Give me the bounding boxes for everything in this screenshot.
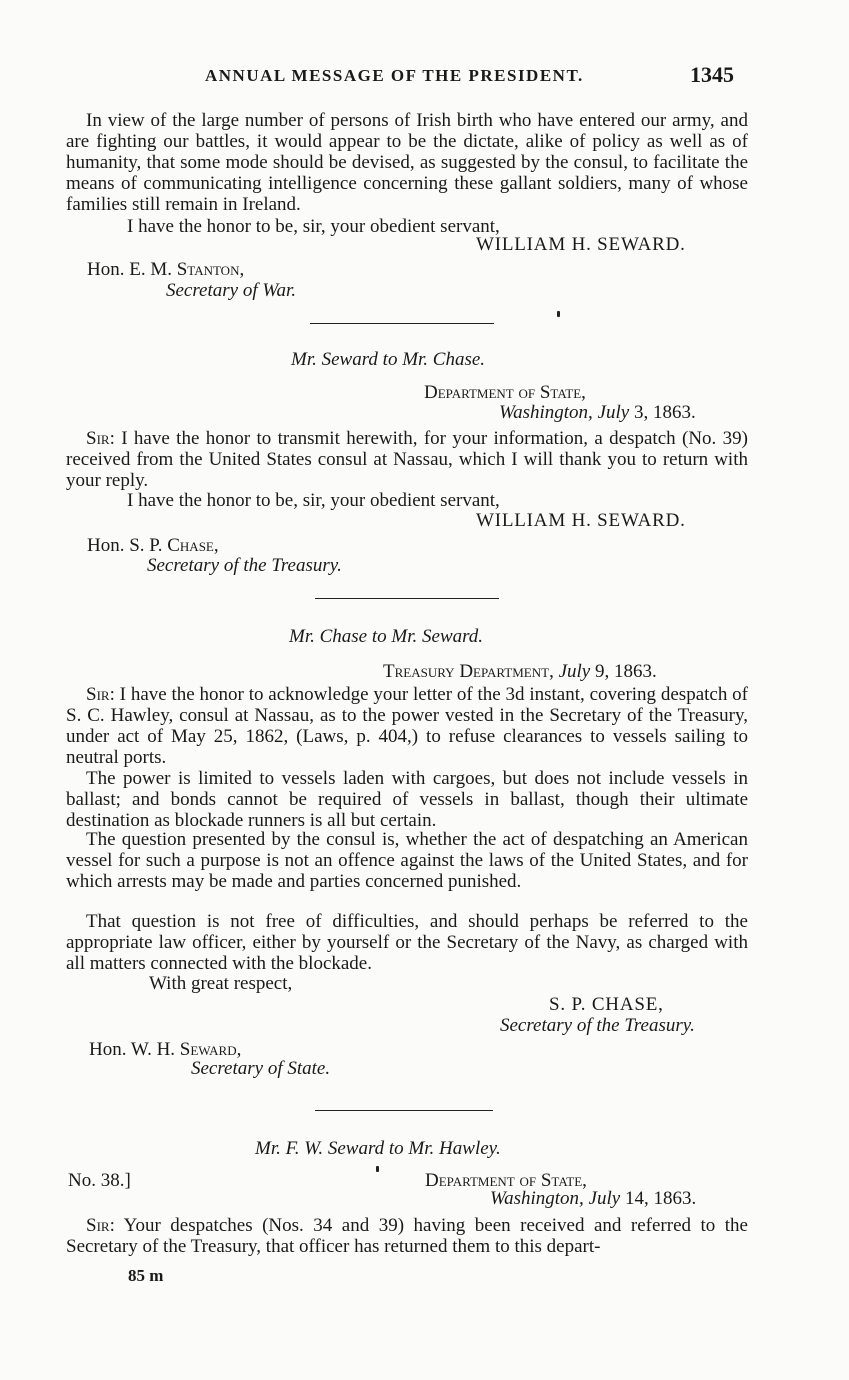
letter3-p1 bbox=[66, 684, 748, 768]
letter2-addressee-title: Secretary of the Treasury. bbox=[147, 555, 342, 576]
section-divider bbox=[310, 323, 494, 324]
letter4-text: Your despatches (Nos. 34 and 39) having been received and referred to the Secretary of the Treasury, that officer has returned them to this depart- bbox=[66, 1215, 748, 1257]
letter3-dept-date bbox=[383, 661, 657, 683]
letter2-signature: WILLIAM H. SEWARD. bbox=[476, 510, 686, 531]
page-number: 1345 bbox=[690, 62, 734, 87]
place-date-day: 3, 1863. bbox=[629, 402, 696, 423]
letter1-body: In view of the large number of persons of Irish birth who have entered our army, and are fighting our battles, it would appear to be the dictate, alike of policy as well as of humanity, that some mode should be devised, as suggested by the consul, to facilitate the means of communicating intelligence concerning these gallant soldiers, many of whose families still remain in Ireland. bbox=[66, 110, 748, 215]
letter3-heading: Mr. Chase to Mr. Seward. bbox=[289, 626, 484, 647]
salutation: Sir: bbox=[86, 684, 115, 705]
letter2-dept: Department of State, bbox=[424, 382, 586, 403]
running-title: ANNUAL MESSAGE OF THE PRESIDENT. bbox=[205, 66, 584, 85]
letter1-closing: I have the honor to be, sir, your obedient servant, bbox=[127, 216, 500, 237]
dept-name: Treasury Department, bbox=[383, 661, 554, 682]
letter4-heading: Mr. F. W. Seward to Mr. Hawley. bbox=[255, 1138, 501, 1159]
ink-speck bbox=[557, 311, 560, 317]
ink-speck bbox=[376, 1166, 379, 1172]
addressee-prefix: Hon. W. H. bbox=[89, 1039, 180, 1060]
letter2-place-date bbox=[499, 402, 696, 424]
letter2-addressee bbox=[87, 535, 219, 557]
place-date-prefix: Washington, July bbox=[499, 402, 630, 423]
letter1-addressee bbox=[87, 259, 244, 281]
addressee-name: Seward, bbox=[179, 1039, 242, 1060]
letter3-closing: With great respect, bbox=[149, 973, 293, 994]
letter3-signature: S. P. CHASE, bbox=[549, 994, 664, 1015]
letter3-p2: The power is limited to vessels laden with cargoes, but does not include vessels in ballast; and bonds cannot be required of vessels in ballast, though their ultimate destination as blockade runners is all but certain. bbox=[66, 768, 748, 831]
letter3-p4: That question is not free of difficulties, and should perhaps be referred to the appropriate law officer, either by yourself or the Secretary of the Navy, as charged with all matters connected with the blockade. bbox=[66, 911, 748, 974]
letter3-addressee-title: Secretary of State. bbox=[191, 1058, 331, 1079]
letter4-place-date bbox=[490, 1188, 696, 1210]
salutation: Sir: bbox=[86, 1215, 115, 1236]
section-divider bbox=[315, 598, 499, 599]
section-divider bbox=[315, 1110, 493, 1111]
addressee-prefix: Hon. E. M. bbox=[87, 259, 177, 280]
place-date-day: 14, 1863. bbox=[620, 1188, 697, 1209]
letter1-signature: WILLIAM H. SEWARD. bbox=[476, 234, 686, 255]
addressee-prefix: Hon. S. P. bbox=[87, 535, 168, 556]
letter4-number: No. 38.] bbox=[68, 1170, 131, 1191]
letter4-dept: Department of State, bbox=[425, 1170, 587, 1191]
date-month: July bbox=[553, 661, 591, 682]
letter4-body bbox=[66, 1215, 748, 1257]
letter3-signature-title: Secretary of the Treasury. bbox=[500, 1015, 695, 1036]
letter3-p1-text: I have the honor to acknowledge your letter of the 3d instant, covering despatch of S. C. Hawley, consul at Nassau, as to the power vested in the Secretary of the Treasury, under act of May 25, 1862, (Laws, p. 404,) to refuse clearances to vessels sailing to neutral ports. bbox=[66, 684, 748, 768]
letter1-addressee-title: Secretary of War. bbox=[166, 280, 296, 301]
date-day: 9, 1863. bbox=[590, 661, 657, 682]
salutation: Sir: bbox=[86, 428, 115, 449]
letter2-heading: Mr. Seward to Mr. Chase. bbox=[291, 349, 486, 370]
place-date-prefix: Washington, July bbox=[490, 1188, 621, 1209]
letter2-closing: I have the honor to be, sir, your obedient servant, bbox=[127, 490, 500, 511]
letter2-text: I have the honor to transmit herewith, for your information, a despatch (No. 39) received from the United States consul at Nassau, which I will thank you to return with your reply. bbox=[66, 428, 748, 491]
signature-mark: 85 m bbox=[128, 1266, 164, 1285]
addressee-name: Chase, bbox=[167, 535, 219, 556]
letter2-body bbox=[66, 428, 748, 491]
addressee-name: Stanton, bbox=[176, 259, 245, 280]
letter3-p3: The question presented by the consul is, whether the act of despatching an American vessel for such a purpose is not an offence against the laws of the United States, and for which arrests may be made and parties concerned punished. bbox=[66, 829, 748, 892]
